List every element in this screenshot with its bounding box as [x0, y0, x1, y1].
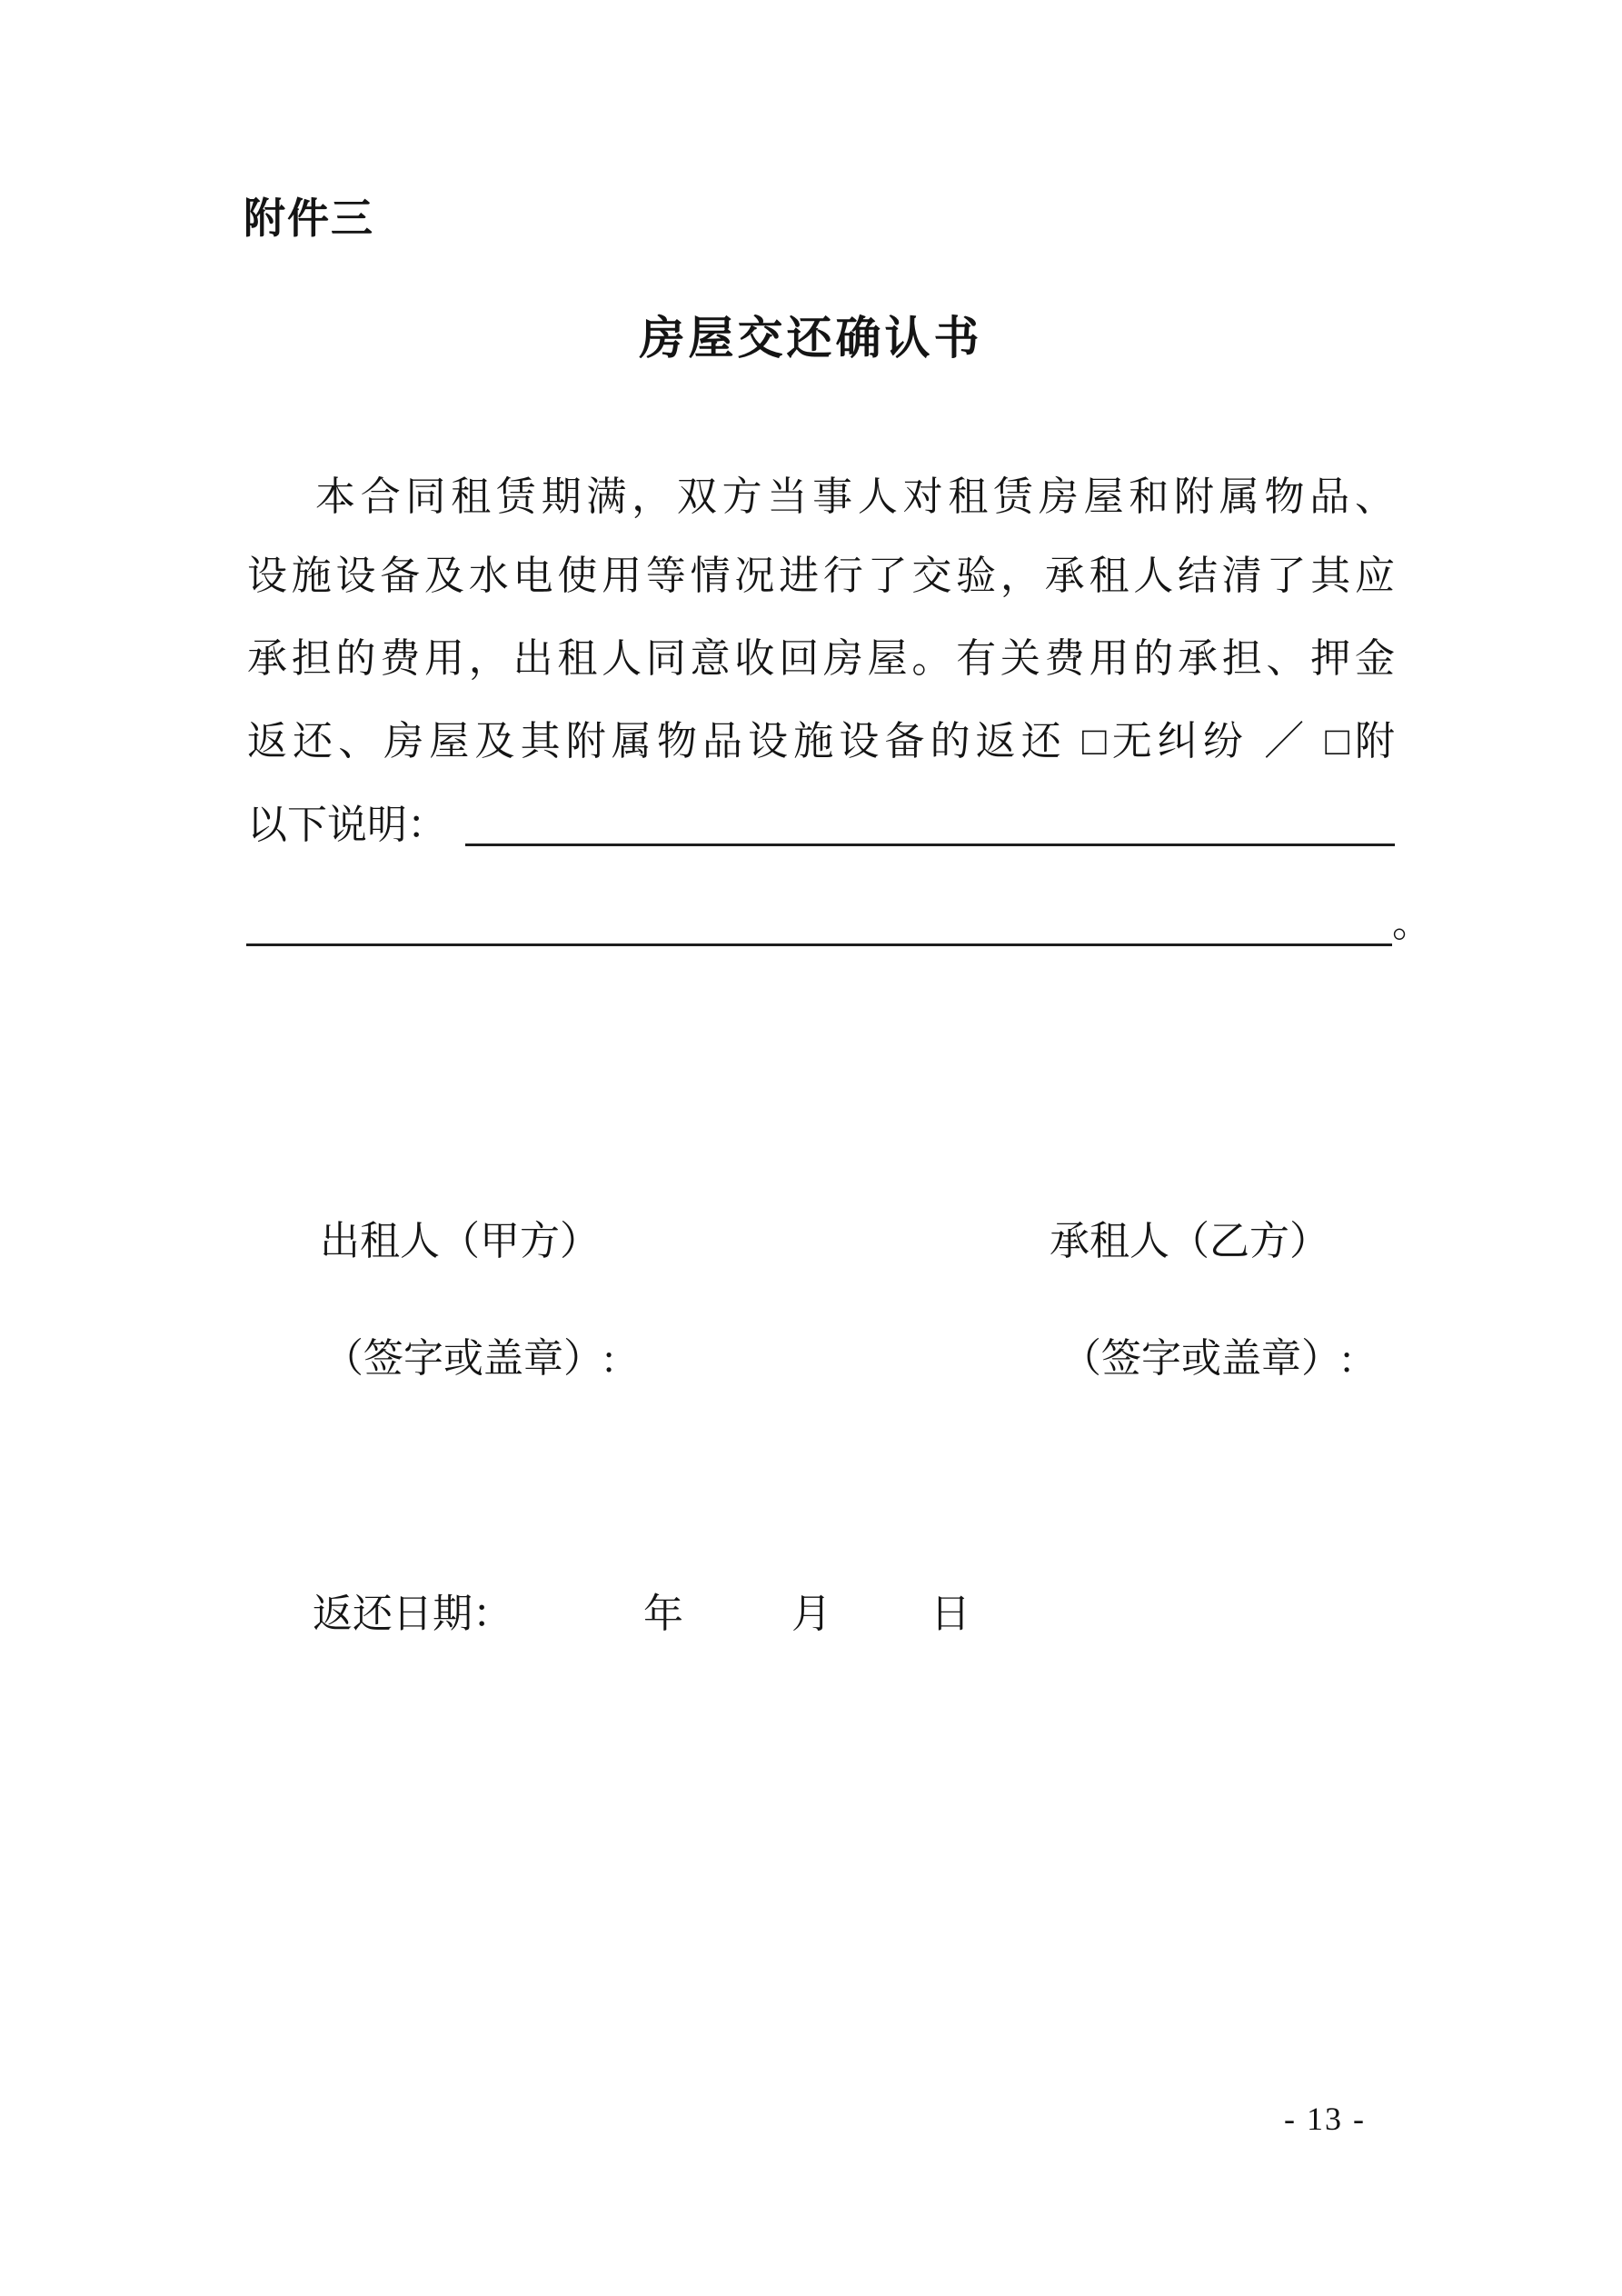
option-separator: ／ — [1249, 719, 1326, 764]
return-date-label: 返还日期： — [313, 1592, 512, 1636]
option-no-dispute-label: 无纠纷 — [1111, 719, 1249, 764]
explanation-blank-line-1 — [465, 801, 1395, 846]
explanation-blank-line-2 — [246, 904, 1392, 946]
day-label: 日 — [930, 1592, 970, 1636]
year-label: 年 — [643, 1592, 683, 1636]
paragraph-line-4 — [247, 720, 1395, 763]
page-number: - 13 - — [1284, 2101, 1366, 2137]
checkbox-attached-icon: □ — [1325, 719, 1356, 764]
closing-period: 。 — [1392, 901, 1432, 945]
explanation-label: 以下说明： — [247, 803, 447, 847]
document-title: 房屋交还确认书 — [639, 313, 983, 364]
paragraph-line-3: 承担的费用，出租人同意收回房屋。有关费用的承担、押金 — [247, 636, 1395, 681]
paragraph-line-4-text: 返还、房屋及其附属物品设施设备的返还 — [247, 719, 1082, 764]
month-label: 月 — [791, 1592, 831, 1636]
lessee-sign-or-seal-label: （签字或盖章）: — [1061, 1336, 1353, 1381]
explanation-row — [247, 804, 1395, 846]
lessor-label: 出租人（甲方） — [320, 1219, 600, 1263]
lessor-sign-or-seal-label: （签字或盖章）: — [323, 1336, 615, 1381]
lessee-label: 承租人（乙方） — [1050, 1219, 1329, 1263]
return-date-row — [313, 1592, 970, 1635]
explanation-row-2 — [246, 901, 1432, 946]
checkbox-no-dispute-icon: □ — [1082, 719, 1112, 764]
attachment-label: 附件三 — [244, 195, 374, 242]
option-attached-label: 附 — [1355, 719, 1396, 764]
paragraph-line-1: 本合同租赁期满，双方当事人对租赁房屋和附属物品、 — [315, 474, 1395, 519]
paragraph-line-2: 设施设备及水电使用等情况进行了交验，承租人结清了其应 — [247, 554, 1395, 598]
